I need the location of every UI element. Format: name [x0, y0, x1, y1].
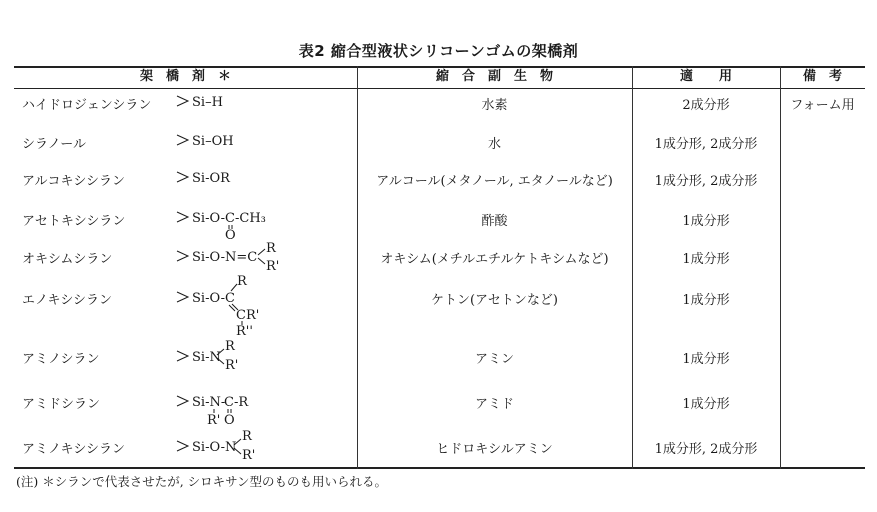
svg-text:R': R' — [207, 413, 221, 428]
crosslinker-name: エノキシシラン — [22, 293, 113, 308]
crosslinker-name: オキシムシラン — [22, 252, 113, 267]
crosslinker-name: アセトキシシラン — [22, 214, 126, 229]
header-byproduct: 縮 合 副 生 物 — [435, 69, 553, 84]
structural-formula — [174, 273, 304, 339]
svg-text:C: C — [236, 308, 246, 323]
svg-text:C: C — [225, 291, 235, 306]
application: 1成分形 — [682, 397, 730, 412]
svg-text:-CH₃: -CH₃ — [235, 211, 266, 226]
svg-text:Si-O-: Si-O- — [192, 291, 225, 306]
application: 1成分形, 2成分形 — [654, 137, 758, 152]
svg-text:R: R — [237, 274, 247, 289]
svg-text:R: R — [242, 429, 252, 444]
svg-text:Si-O-N=C: Si-O-N=C — [192, 250, 258, 265]
svg-text:Si-N: Si-N — [192, 350, 221, 365]
application: 1成分形, 2成分形 — [654, 442, 758, 457]
header-remarks: 備 考 — [802, 69, 842, 84]
crosslinker-name: ハイドロジェンシラン — [22, 98, 152, 113]
crosslinker-name: シラノール — [22, 137, 86, 152]
byproduct: アミン — [474, 352, 514, 367]
svg-text:Si-O-N: Si-O-N — [192, 440, 237, 455]
crosslinker-table — [14, 66, 865, 469]
svg-text:Si–H: Si–H — [192, 95, 223, 110]
svg-text:C: C — [225, 211, 235, 226]
remarks: フォーム用 — [790, 98, 855, 113]
svg-text:Si-N-: Si-N- — [192, 395, 226, 410]
header-rule — [14, 88, 865, 89]
application: 1成分形 — [682, 293, 730, 308]
byproduct: 水 — [487, 137, 501, 152]
application: 1成分形 — [682, 252, 730, 267]
byproduct: 水素 — [481, 98, 508, 113]
svg-text:-R: -R — [234, 395, 249, 410]
column-divider — [780, 66, 781, 469]
crosslinker-name: アミドシラン — [22, 397, 101, 412]
svg-text:O: O — [224, 413, 235, 428]
svg-text:R': R' — [266, 259, 280, 274]
svg-text:O: O — [225, 228, 236, 243]
crosslinker-name: アミノキシシラン — [22, 442, 126, 457]
byproduct: ヒドロキシルアミン — [436, 442, 553, 457]
header-crosslinker: 架 橋 剤 ＊ — [139, 69, 231, 84]
svg-text:R: R — [225, 339, 235, 354]
table-title: 表2 縮合型液状シリコーンゴムの架橋剤 — [298, 42, 579, 60]
application: 1成分形 — [682, 214, 730, 229]
svg-text:R': R' — [225, 358, 239, 373]
crosslinker-name: アルコキシシラン — [22, 174, 126, 189]
bottom-rule — [14, 467, 865, 469]
svg-text:C: C — [224, 395, 234, 410]
application: 1成分形 — [682, 352, 730, 367]
byproduct: ケトン(アセトンなど) — [430, 293, 558, 308]
svg-text:R'': R'' — [236, 324, 253, 339]
crosslinker-name: アミノシラン — [22, 352, 100, 367]
svg-text:R': R' — [242, 448, 256, 463]
byproduct: 酢酸 — [481, 214, 508, 229]
byproduct: オキシム(メチルエチルケトキシムなど) — [380, 252, 609, 267]
svg-text:Si–OH: Si–OH — [192, 134, 234, 149]
footnote: (注) ＊シランで代表させたが, シロキサン型のものも用いられる。 — [16, 474, 388, 489]
svg-text:Si-O-: Si-O- — [192, 211, 225, 226]
byproduct: アミド — [474, 397, 514, 412]
svg-text:R': R' — [246, 308, 260, 323]
application: 1成分形, 2成分形 — [654, 174, 758, 189]
header-application: 適 用 — [679, 69, 732, 84]
application: 2成分形 — [682, 98, 730, 113]
svg-text:Si-OR: Si-OR — [192, 171, 230, 186]
byproduct: アルコール(メタノール, エタノールなど) — [376, 174, 613, 189]
svg-text:R: R — [266, 241, 276, 256]
